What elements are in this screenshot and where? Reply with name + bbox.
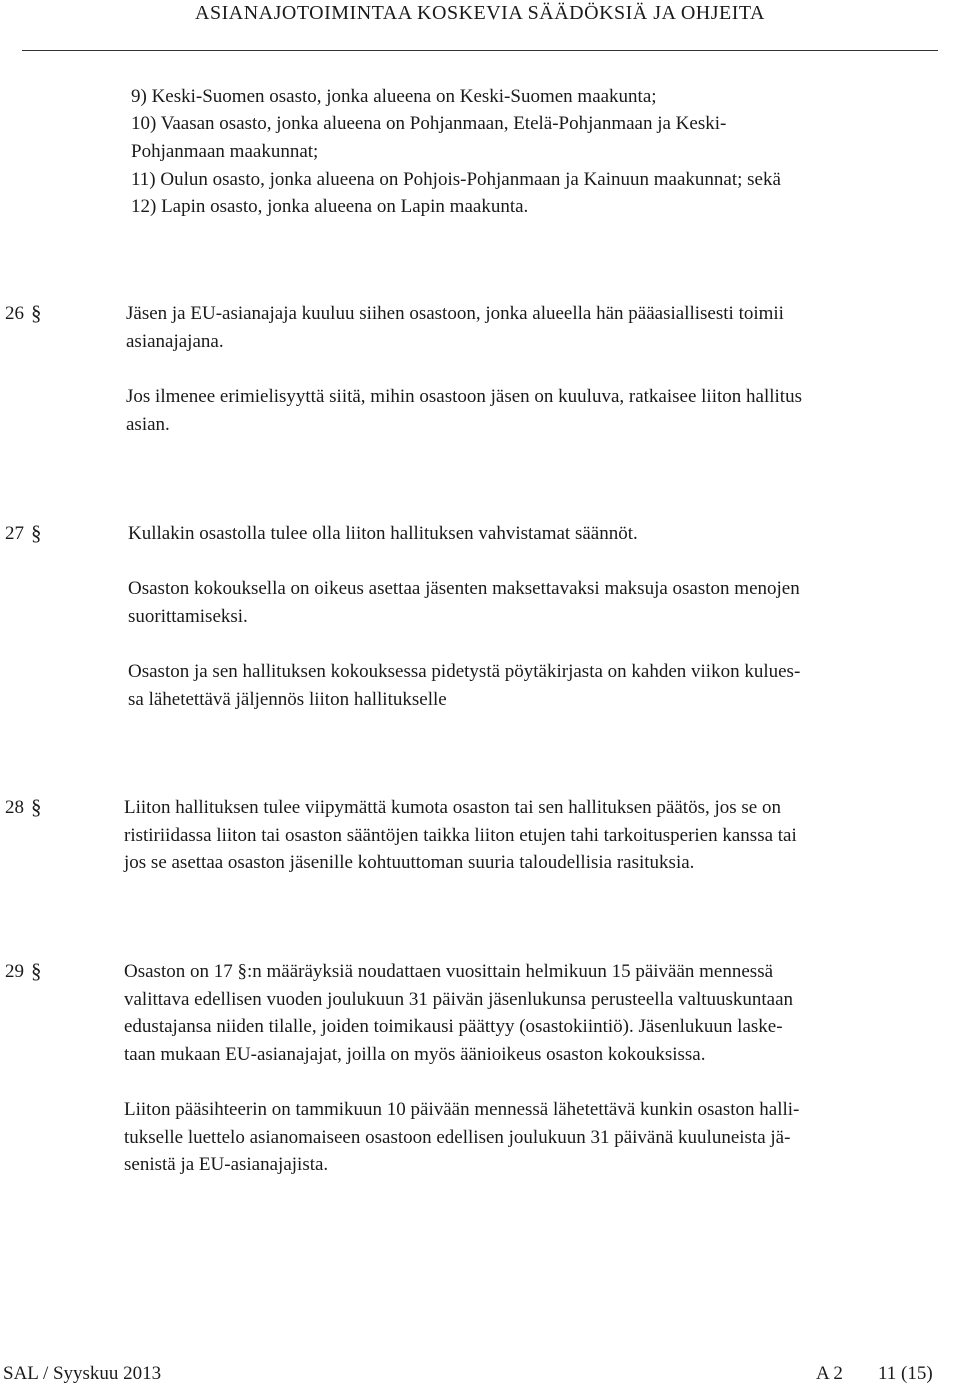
footer-publication: SAL / Syyskuu 2013 bbox=[3, 1363, 162, 1384]
section-number: 29 bbox=[5, 961, 24, 982]
section-text-line: Liiton pääsihteerin on tammikuun 10 päivään mennessä lähetettävä kunkin osaston halli- bbox=[124, 1099, 800, 1120]
section-sign-icon: § bbox=[31, 301, 42, 325]
section-text-line: suorittamiseksi. bbox=[128, 606, 248, 627]
section-number: 27 bbox=[5, 523, 24, 544]
section-text-line: tukselle luettelo asianomaiseen osastoon edellisen joulukuun 31 päivänä kuuluneista jä- bbox=[124, 1127, 791, 1148]
list-item: 12) Lapin osasto, jonka alueena on Lapin maakunta. bbox=[131, 196, 529, 217]
section-text-line: Osaston on 17 §:n määräyksiä noudattaen vuosittain helmikuun 15 päivään mennessä bbox=[124, 961, 774, 982]
list-item: 10) Vaasan osasto, jonka alueena on Pohjanmaan, Etelä-Pohjanmaan ja Keski- bbox=[131, 113, 727, 134]
section-text-line: taan mukaan EU-asianajajat, joilla on myös äänioikeus osaston kokouksissa. bbox=[124, 1044, 706, 1065]
section-sign-icon: § bbox=[31, 521, 42, 545]
header-divider bbox=[22, 50, 938, 51]
section-text-line: asian. bbox=[126, 414, 170, 435]
section-text-line: jos se asettaa osaston jäsenille kohtuuttoman suuria taloudellisia rasituksia. bbox=[124, 852, 695, 873]
section-number: 26 bbox=[5, 303, 24, 324]
section-text-line: valittava edellisen vuoden joulukuun 31 päivän jäsenlukunsa perusteella valtuuskuntaan bbox=[124, 989, 794, 1010]
section-number: 28 bbox=[5, 797, 24, 818]
section-sign-icon: § bbox=[31, 959, 42, 983]
section-text-line: Osaston kokouksella on oikeus asettaa jäsenten maksettavaksi maksuja osaston menojen bbox=[128, 578, 800, 599]
section-text-line: asianajajana. bbox=[126, 331, 224, 352]
footer-page-number: 11 (15) bbox=[878, 1363, 933, 1384]
page-header-title: ASIANAJOTOIMINTAA KOSKEVIA SÄÄDÖKSIÄ JA OHJEITA bbox=[195, 2, 765, 24]
section-text-line: senistä ja EU-asianajajista. bbox=[124, 1154, 329, 1175]
list-item: 9) Keski-Suomen osasto, jonka alueena on Keski-Suomen maakunta; bbox=[131, 86, 657, 107]
list-item: 11) Oulun osasto, jonka alueena on Pohjois-Pohjanmaan ja Kainuun maakunnat; sekä bbox=[131, 169, 781, 190]
section-text-line: Kullakin osastolla tulee olla liiton hallituksen vahvistamat säännöt. bbox=[128, 523, 638, 544]
list-item: Pohjanmaan maakunnat; bbox=[131, 141, 319, 162]
section-sign-icon: § bbox=[31, 795, 42, 819]
footer-code: A 2 bbox=[816, 1363, 843, 1384]
section-text-line: ristiriidassa liiton tai osaston sääntöjen taikka liiton etujen tahi tarkoitusperien kanssa tai bbox=[124, 825, 797, 846]
section-text-line: Osaston ja sen hallituksen kokouksessa pidetystä pöytäkirjasta on kahden viikon kulues- bbox=[128, 661, 801, 682]
section-text-line: Jäsen ja EU-asianajaja kuuluu siihen osastoon, jonka alueella hän pääasiallisesti toimii bbox=[126, 303, 784, 324]
section-text-line: edustajansa niiden tilalle, joiden toimikausi päättyy (osastokiintiö). Jäsenlukuun laske- bbox=[124, 1016, 783, 1037]
section-text-line: Liiton hallituksen tulee viipymättä kumota osaston tai sen hallituksen päätös, jos se on bbox=[124, 797, 781, 818]
section-text-line: Jos ilmenee erimielisyyttä siitä, mihin osastoon jäsen on kuuluva, ratkaisee liiton hallitus bbox=[126, 386, 802, 407]
section-text-line: sa lähetettävä jäljennös liiton hallitukselle bbox=[128, 689, 447, 710]
